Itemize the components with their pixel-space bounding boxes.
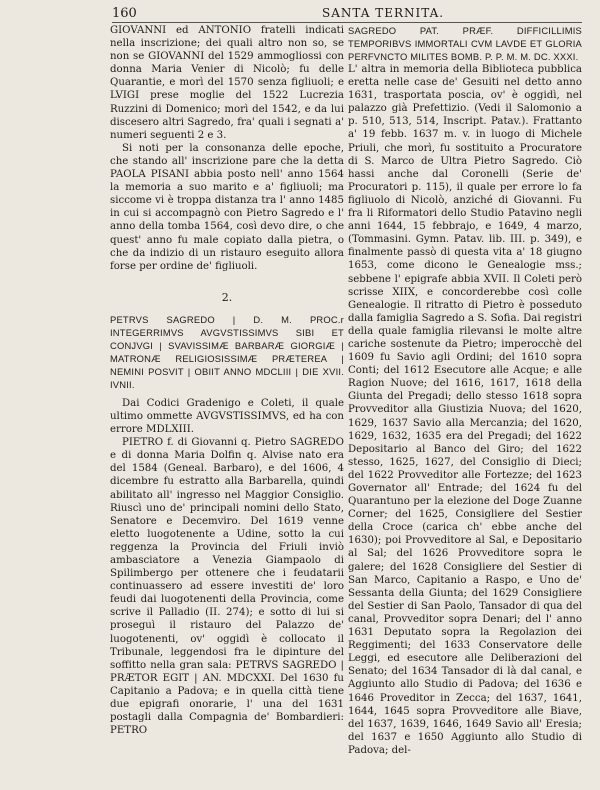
left-column bbox=[110, 24, 344, 737]
paragraph: GIOVANNI ed ANTONIO fratelli indicati nella inscrizione; dei quali altro non so, se non se GIOVANNI del 1529 ammogliossi con donna Maria Venier di Nicolò; fu delle Quarantie, e morì del 1570 senza figliuoli; e LVIGI prese moglie del 1522 Lucrezia Ruzzini di Domenico; morì del 1542, e da lui discesero altri Sagredo, fra' quali i segnati a' numeri seguenti 2 e 3. bbox=[110, 25, 344, 141]
inscription: PETRVS SAGREDO | D. M. PROC.r INTEGERRIMVS AVGVSTISSIMVS SIBI ET CONJVGI | SVAVISSIMÆ BARBARÆ GIORGIÆ | MATRONÆ RELIGIOSISSIMÆ PRÆTEREA | NEMINI POSVIT | OBIIT ANNO MDCLIII | DIE XVII. IVNII. bbox=[110, 313, 344, 390]
paragraph: Dai Codici Gradenigo e Coleti, il quale ultimo ommette AVGVSTISSIMVS, ed ha con errore MDLXIII. bbox=[110, 397, 344, 436]
inscription: SAGREDO PAT. PRÆF. DIFFICILLIMIS TEMPORIBVS IMMORTALI CVM LAVDE ET GLORIA PERFVNCTO MILITES BOMB. P. P. M. M. DC. XXXI. bbox=[348, 25, 582, 62]
paragraph: Si noti per la consonanza delle epoche, che stando all' inscrizione pare che la detta PAOLA PISANI abbia posto nell' anno 1564 la memoria a suo marito e a' figliuoli; ma siccome vi è troppa distanza tra l' anno 1485 in cui si accompagnò con Pietro Sagredo e l' anno della tomba 1564, così devo dire, o che quest' anno fu male copiato dalla pietra, o che da indizio di un ristauro eseguito allora forse per ordine de' figliuoli. bbox=[110, 142, 344, 272]
header-rule bbox=[112, 22, 582, 23]
paragraph: PIETRO f. di Giovanni q. Pietro SAGREDO e di donna Maria Dolfin q. Alvise nato era del 1584 (Geneal. Barbaro), e del 1606, 4 dicembre fu estratto alla Barbarella, quindi abilitato all' ingresso nel Maggior Consiglio. Riuscì uno de' principali nomini dello Stato, Senatore e Decemviro. Del 1619 venne eletto luogotenente a Udine, sotto la cui reggenza la Provincia del Friuli inviò ambasciatore a Venezia Giampaolo di Spilimbergo per ottenere che i feudatarii continuassero ad essere investiti de' loro feudi dai luogotenenti della Provincia, come scrive il Palladio (II. 274); e sotto di lui si proseguì il ristauro del Palazzo de' luogotenenti, ov' oggidì è collocato il Tribunale, leggendosi fra le dipinture del soffitto nella gran sala: PETRVS SAGREDO | PRÆTOR EGIT | AN. MDCXXI. Del 1630 fu Capitanio a Padova; e in quella città tiene due epigrafi onorarie, l' una del 1631 postagli dalla Compagnia de' Bombardieri: PETRO bbox=[110, 437, 344, 737]
right-column bbox=[348, 24, 582, 757]
page-number: 160 bbox=[112, 6, 137, 21]
running-title: SANTA TERNITA. bbox=[322, 6, 445, 20]
section-number: 2. bbox=[221, 290, 233, 304]
paragraph: L' altra in memoria della Biblioteca pubblica eretta nelle case de' Gesuiti nel detto anno 1631, trasportata poscia, ov' è oggidì, nel palazzo già Prefettizio. (Vedi il Salomonio a p. 510, 513, 514, Inscript. Patav.). Frattanto a' 19 febb. 1637 m. v. in luogo di Michele Priuli, che morì, fu sostituito a Procuratore di S. Marco de Ultra Pietro Sagredo. Ciò hassi anche dal Coronelli (Serie de' Procuratori p. 115), il quale per errore lo fa figliuolo di Nicolò, anziché di Giovanni. Fu fra li Riformatori dello Studio Patavino negli anni 1644, 15 febbrajo, e 1649, 4 marzo, (Tommasini. Gymn. Patav. lib. III. p. 349), e finalmente passò di questa vita a' 18 giugno 1653, come dicono le Genealogie mss.; sebbene l' epigrafe abbia XVII. Il Coleti però scrisse XIIX, e concorderebbe così colle Genealogie. Il ritratto di Pietro è posseduto dalla famiglia Sagredo a S. Sofia. Dai registri della quale famiglia rilevansi le molte altre cariche sostenute da Pietro; imperocchè del 1609 fu Savio agli Ordini; del 1610 sopra Conti; del 1612 Esecutore alle Acque; e alle Ragion Nuove; del 1616, 1617, 1618 della Giunta del Pregadi; dello stesso 1618 sopra Provveditor alla Giustizia Nuova; del 1620, 1629, 1637 Savio alla Mercanzia; del 1620, 1629, 1632, 1635 era del Pregadi; del 1622 Depositario al Banco del Giro; del 1622 stesso, 1625, 1627, del Consiglio di Dieci; del 1622 Provveditor alle Fortezze; del 1623 Governator all' Entrade; del 1624 fu del Quarantuno per la elezione del Doge Zuanne Corner; del 1625, Consigliere del Sestier della Croce (carica ch' ebbe anche del 1630); poi Provveditore al Sal, e Depositario al Sal; del 1626 Provveditore sopra le galere; del 1628 Consigliere del Sestier di San Marco, Capitanio a Raspo, e Uno de' Sessanta della Giunta; del 1629 Consigliere del Sestier di San Paolo, Tansador di qua del canal, Provveditor sopra Denari; del l' anno 1631 Deputato sopra la Regolazion dei Reggimenti; del 1633 Conservatore delle Leggi, ed esecutore alle Deliberazioni del Senato; del 1634 Tansador di là dal canal, e Aggiunto allo Studio di Padova; del 1636 e 1646 Proveditor in Zecca; del 1637, 1641, 1644, 1645 sopra Provveditore alle Biave, del 1637, 1639, 1646, 1649 Savio all' Eresia; del 1637 e 1650 Aggiunto allo Studio di Padova; del- bbox=[348, 64, 582, 756]
